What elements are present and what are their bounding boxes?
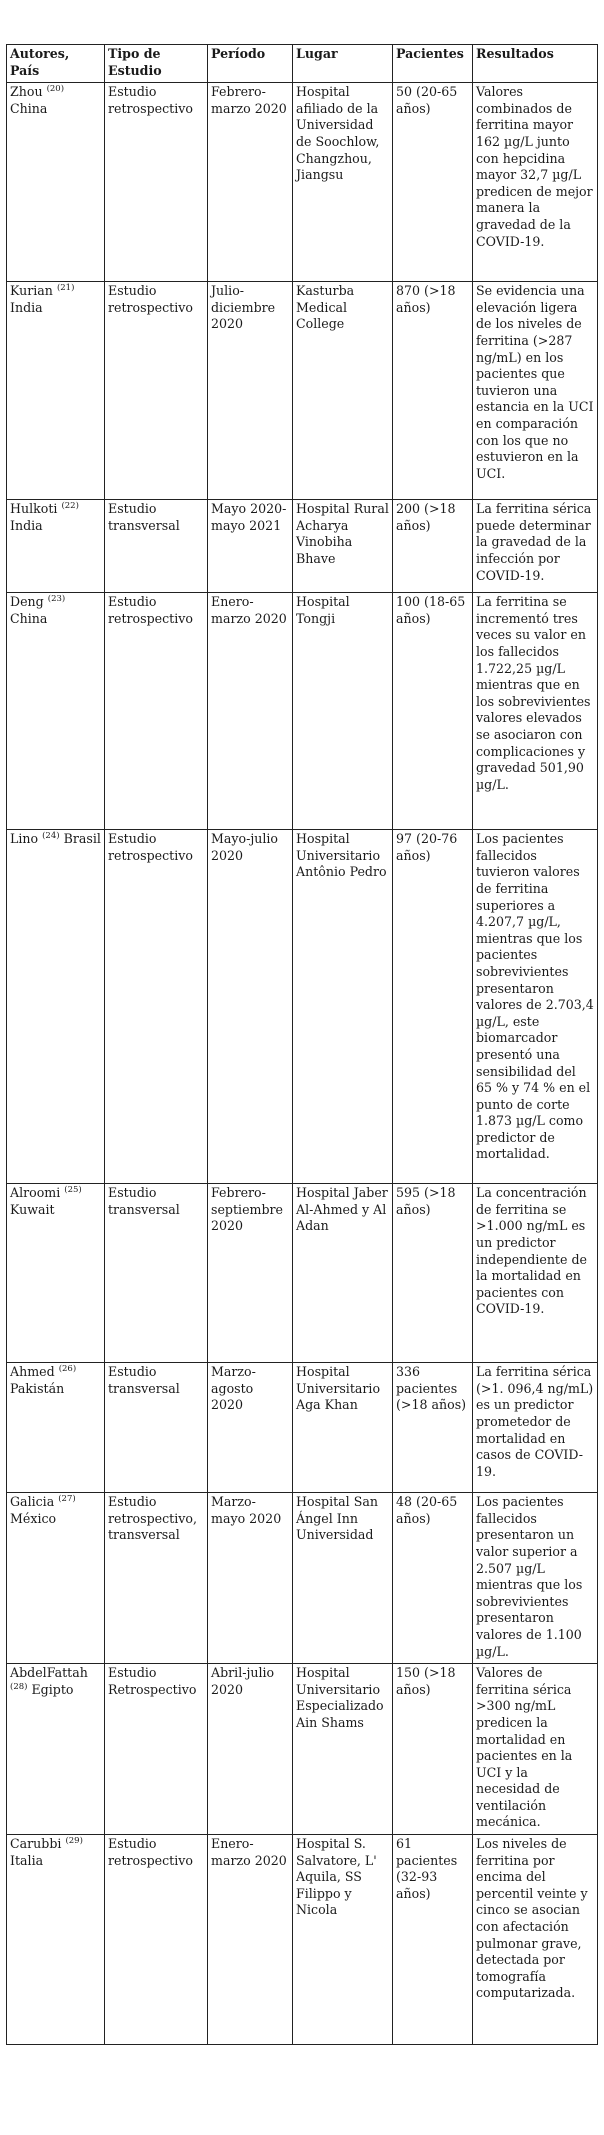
cell-study-type: Estudio transversal [105, 1363, 208, 1493]
cell-place: Hospital Jaber Al-Ahmed y Al Adan [293, 1184, 393, 1363]
cell-place: Hospital afiliado de la Universidad de Soochlow, Changzhou, Jiangsu [293, 83, 393, 282]
author-name: Galicia [10, 1494, 55, 1510]
cell-author [7, 282, 105, 500]
cell-study-type: Estudio transversal [105, 1184, 208, 1363]
cell-period: Marzo-agosto 2020 [208, 1363, 293, 1493]
cell-patients: 97 (20-76 años) [393, 830, 473, 1184]
reference-number: (20) [46, 84, 65, 95]
author-name: Kurian [10, 283, 53, 299]
header-results: Resultados [473, 45, 598, 83]
author-country: México [10, 1510, 57, 1526]
cell-place: Hospital Universitario Especializado Ain Shams [293, 1664, 393, 1835]
cell-period: Febrero-marzo 2020 [208, 83, 293, 282]
author-name: Deng [10, 594, 44, 610]
cell-study-type: Estudio retrospectivo [105, 593, 208, 830]
cell-place: Hospital Universitario Aga Khan [293, 1363, 393, 1493]
author-name: Alroomi [10, 1185, 61, 1201]
table-row [7, 282, 598, 500]
table-row [7, 1835, 598, 2045]
author-name: AbdelFattah [10, 1665, 88, 1681]
reference-number: (21) [56, 283, 75, 294]
author-name: Ahmed [10, 1364, 55, 1380]
cell-author [7, 1664, 105, 1835]
cell-study-type: Estudio Retrospectivo [105, 1664, 208, 1835]
table-row [7, 593, 598, 830]
author-country: India [10, 517, 43, 533]
cell-place: Hospital San Ángel Inn Universidad [293, 1493, 393, 1664]
cell-period: Mayo-julio 2020 [208, 830, 293, 1184]
cell-patients: 150 (>18 años) [393, 1664, 473, 1835]
header-place: Lugar [293, 45, 393, 83]
table-row [7, 1184, 598, 1363]
reference-number: (28) [10, 1681, 28, 1692]
cell-study-type: Estudio retrospectivo [105, 1835, 208, 2045]
reference-number: (23) [47, 594, 66, 605]
cell-results: Valores de ferritina sérica >300 ng/mL predicen la mortalidad en pacientes en la UCI y la necesidad de ventilación mecánica. [473, 1664, 598, 1835]
author-country: Kuwait [10, 1201, 55, 1217]
reference-number: (27) [58, 1494, 76, 1505]
reference-number: (29) [65, 1836, 83, 1847]
author-country: Egipto [31, 1681, 74, 1697]
cell-author [7, 500, 105, 593]
cell-patients: 336 pacientes (>18 años) [393, 1363, 473, 1493]
cell-period: Abril-julio 2020 [208, 1664, 293, 1835]
cell-period: Julio-diciembre 2020 [208, 282, 293, 500]
reference-number: (22) [61, 501, 79, 512]
cell-place: Hospital S. Salvatore, L' Aquila, SS Filippo y Nicola [293, 1835, 393, 2045]
author-name: Lino [10, 831, 39, 847]
cell-author [7, 830, 105, 1184]
table-row [7, 83, 598, 282]
cell-results: La ferritina se incrementó tres veces su valor en los fallecidos 1.722,25 µg/L mientras que en los sobrevivientes valores elevados se asociaron con complicaciones y gravedad 501,90 µg/L. [473, 593, 598, 830]
cell-results: Los pacientes fallecidos tuvieron valores de ferritina superiores a 4.207,7 µg/L, mientras que los pacientes sobrevivientes presentaron valores de 2.703,4 µg/L, este biomarcador presentó una sensibilidad del 65 % y 74 % en el punto de corte 1.873 µg/L como predictor de mortalidad. [473, 830, 598, 1184]
author-country: China [10, 100, 48, 116]
cell-period: Febrero-septiembre 2020 [208, 1184, 293, 1363]
cell-place: Hospital Rural Acharya Vinobiha Bhave [293, 500, 393, 593]
cell-author [7, 1493, 105, 1664]
cell-results: La ferritina sérica (>1. 096,4 ng/mL) es un predictor prometedor de mortalidad en casos de COVID-19. [473, 1363, 598, 1493]
cell-patients: 48 (20-65 años) [393, 1493, 473, 1664]
cell-patients: 870 (>18 años) [393, 282, 473, 500]
cell-patients: 200 (>18 años) [393, 500, 473, 593]
reference-number: (26) [58, 1364, 77, 1375]
cell-patients: 100 (18-65 años) [393, 593, 473, 830]
studies-table [6, 44, 598, 2045]
cell-author [7, 1835, 105, 2045]
cell-patients: 595 (>18 años) [393, 1184, 473, 1363]
author-country: Pakistán [10, 1380, 65, 1396]
cell-results: La ferritina sérica puede determinar la gravedad de la infección por COVID-19. [473, 500, 598, 593]
cell-place: Hospital Universitario Antônio Pedro [293, 830, 393, 1184]
reference-number: (25) [64, 1185, 82, 1196]
cell-results: Se evidencia una elevación ligera de los niveles de ferritina (>287 ng/mL) en los pacientes que tuvieron una estancia en la UCI en comparación con los que no estuvieron en la UCI. [473, 282, 598, 500]
cell-place: Kasturba Medical College [293, 282, 393, 500]
cell-study-type: Estudio retrospectivo [105, 282, 208, 500]
table-row [7, 500, 598, 593]
cell-author [7, 1363, 105, 1493]
cell-place: Hospital Tongji [293, 593, 393, 830]
cell-study-type: Estudio retrospectivo, transversal [105, 1493, 208, 1664]
cell-author [7, 1184, 105, 1363]
table-row [7, 830, 598, 1184]
author-country: Italia [10, 1852, 44, 1868]
cell-period: Marzo-mayo 2020 [208, 1493, 293, 1664]
cell-period: Enero-marzo 2020 [208, 593, 293, 830]
author-name: Zhou [10, 84, 43, 100]
author-country: India [10, 299, 43, 315]
cell-results: Valores combinados de ferritina mayor 162 µg/L junto con hepcidina mayor 32,7 µg/L predicen de mejor manera la gravedad de la COVID-19. [473, 83, 598, 282]
cell-study-type: Estudio transversal [105, 500, 208, 593]
cell-results: Los niveles de ferritina por encima del percentil veinte y cinco se asocian con afectación pulmonar grave, detectada por tomografía computarizada. [473, 1835, 598, 2045]
cell-patients: 50 (20-65 años) [393, 83, 473, 282]
cell-author [7, 593, 105, 830]
table-row [7, 1493, 598, 1664]
author-country: Brasil [63, 831, 101, 847]
table-row [7, 1664, 598, 1835]
cell-period: Mayo 2020-mayo 2021 [208, 500, 293, 593]
cell-period: Enero-marzo 2020 [208, 1835, 293, 2045]
cell-results: La concentración de ferritina se >1.000 ng/mL es un predictor independiente de la mortalidad en pacientes con COVID-19. [473, 1184, 598, 1363]
author-country: China [10, 610, 48, 626]
header-patients: Pacientes [393, 45, 473, 83]
cell-author [7, 83, 105, 282]
cell-study-type: Estudio retrospectivo [105, 83, 208, 282]
header-authors: Autores, País [7, 45, 105, 83]
header-period: Período [208, 45, 293, 83]
table-row [7, 1363, 598, 1493]
author-name: Hulkoti [10, 501, 58, 517]
table-header-row [7, 45, 598, 83]
cell-study-type: Estudio retrospectivo [105, 830, 208, 1184]
cell-results: Los pacientes fallecidos presentaron un valor superior a 2.507 µg/L mientras que los sobrevivientes presentaron valores de 1.100 µg/L. [473, 1493, 598, 1664]
cell-patients: 61 pacientes (32-93 años) [393, 1835, 473, 2045]
header-study-type: Tipo de Estudio [105, 45, 208, 83]
reference-number: (24) [42, 831, 60, 842]
author-name: Carubbi [10, 1836, 62, 1852]
